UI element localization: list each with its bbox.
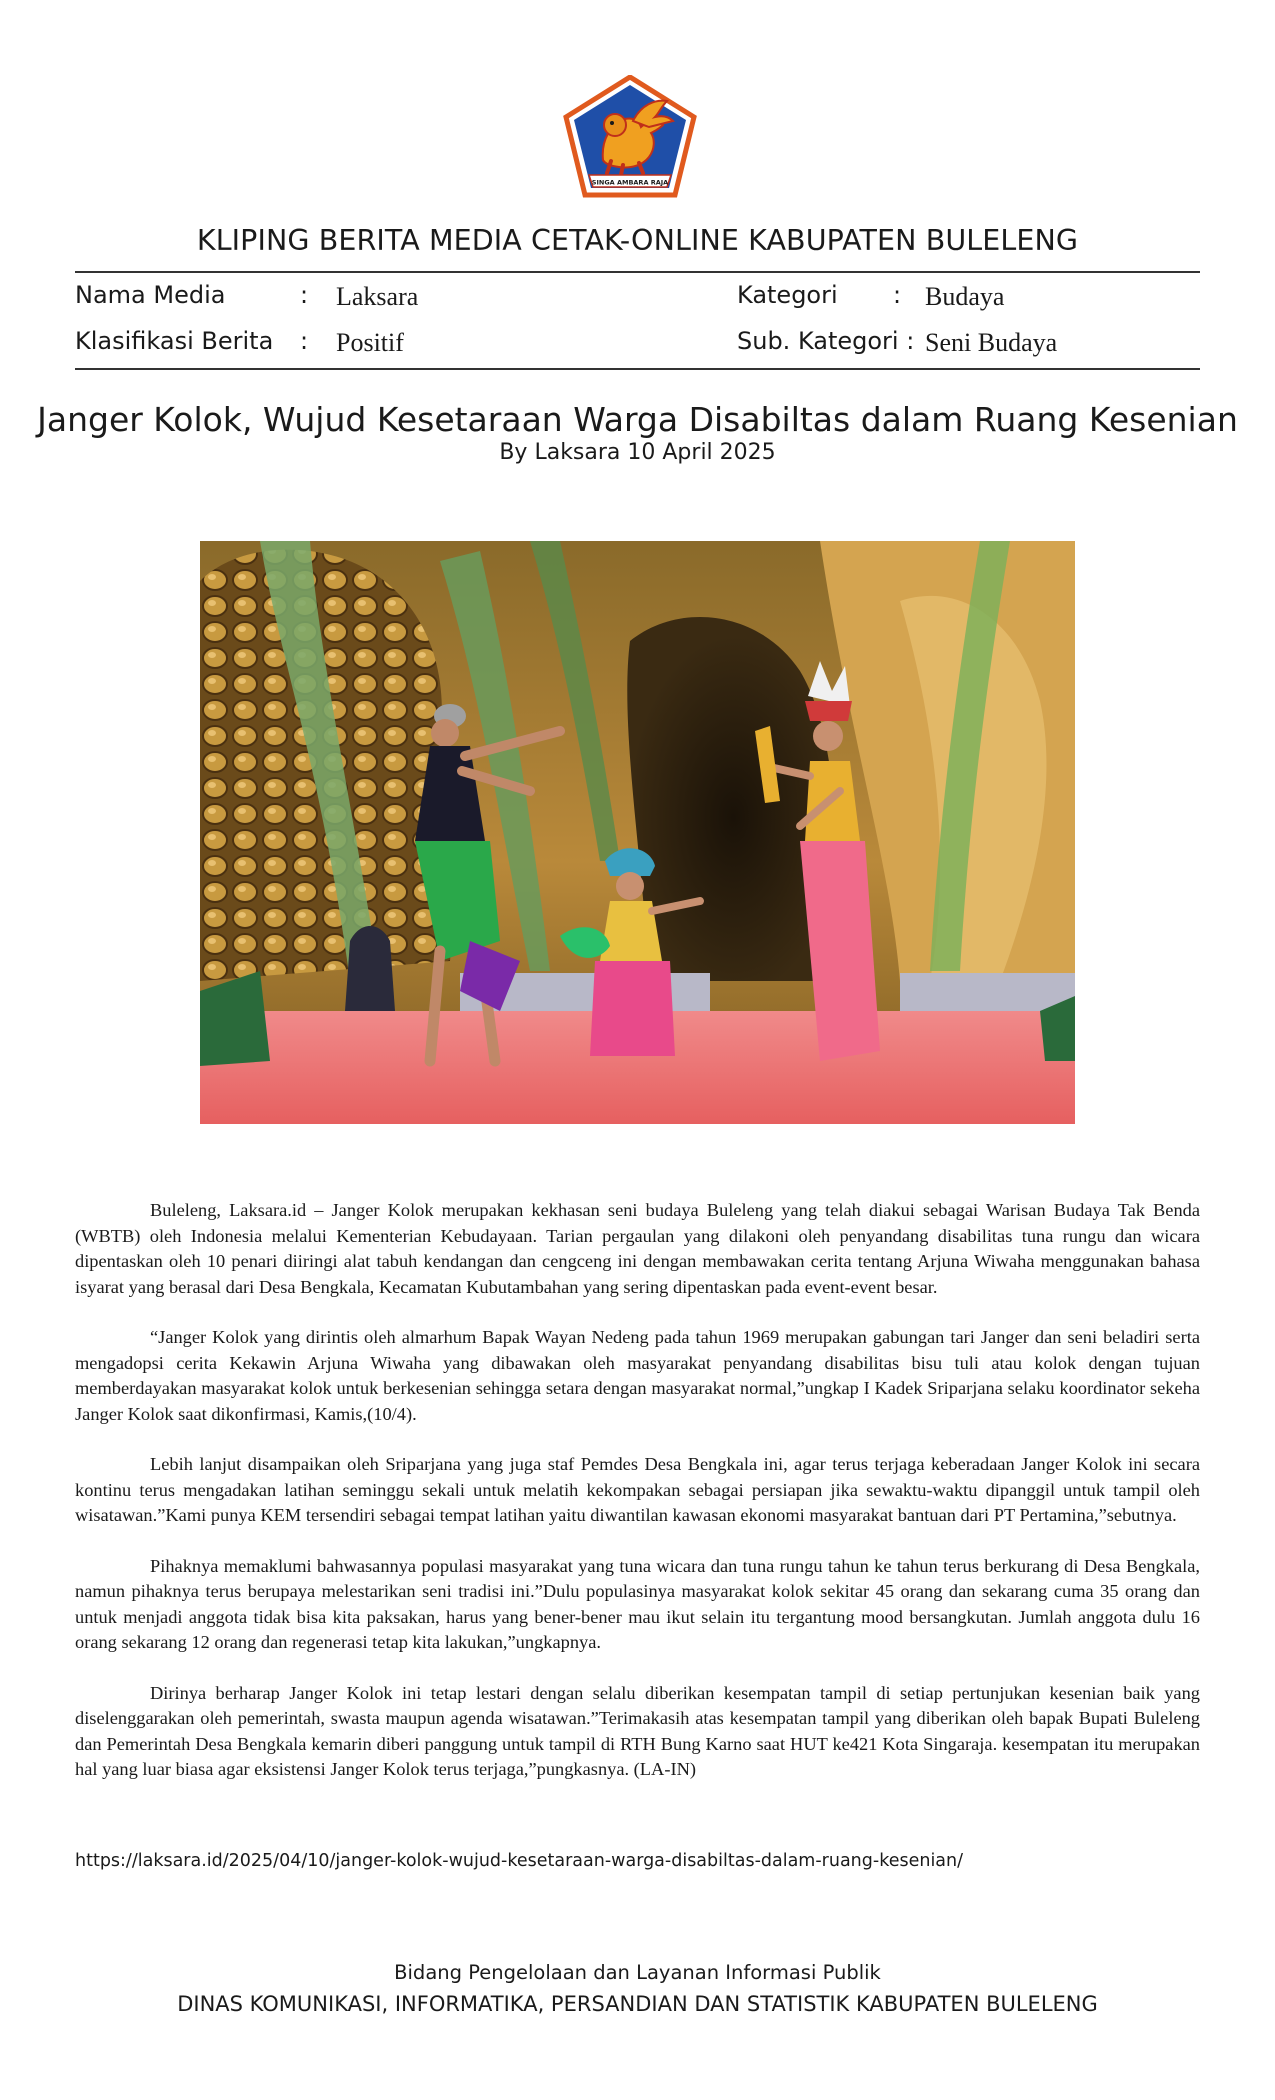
article-paragraph: Buleleng, Laksara.id – Janger Kolok merupakan kekhasan seni budaya Buleleng yang telah diakui sebagai Warisan Budaya Tak Benda (WBTB) oleh Indonesia melalui Kementerian Kebudayaan. Tarian pergaulan yang dilakoni oleh penyandang disabilitas tuna rungu dan wicara dipentaskan oleh 10 penari diiringi alat tabuh kendangan dan cengceng ini dengan membawakan cerita tentang Arjuna Wiwaha menggunakan bahasa isyarat yang berasal dari Desa Bengkala, Kecamatan Kubutambahan yang sering dipentaskan pada event-event besar. (75, 1200, 1200, 1297)
classification-value: Positif (336, 328, 404, 357)
janger-kolok-performance-photo (200, 541, 1075, 1124)
subcategory-value: Seni Budaya (925, 328, 1058, 357)
footer-agency: DINAS KOMUNIKASI, INFORMATIKA, PERSANDIAN DAN STATISTIK KABUPATEN BULELENG (177, 1992, 1098, 2016)
logo-motto: SINGA AMBARA RAJA (591, 178, 669, 187)
article-title: Janger Kolok, Wujud Kesetaraan Warga Disabiltas dalam Ruang Kesenian (37, 400, 1238, 439)
category-value: Budaya (925, 282, 1005, 311)
category-separator: : (893, 281, 902, 309)
classification-label: Klasifikasi Berita (75, 327, 274, 355)
clipping-header-title: KLIPING BERITA MEDIA CETAK-ONLINE KABUPATEN BULELENG (196, 224, 1079, 257)
article-byline: By Laksara 10 April 2025 (499, 440, 776, 465)
regency-logo (563, 75, 697, 199)
header-divider-bottom (75, 368, 1200, 370)
subcategory-label: Sub. Kategori : (737, 327, 915, 355)
singa-ambara-raja-emblem (563, 75, 697, 199)
media-name-value: Laksara (336, 282, 419, 311)
header-divider-top (75, 271, 1200, 273)
category-label: Kategori (737, 281, 838, 309)
article-body (75, 1198, 1200, 1808)
article-paragraph: “Janger Kolok yang dirintis oleh almarhum Bapak Wayan Nedeng pada tahun 1969 merupakan gabungan tari Janger dan seni beladiri serta mengadopsi cerita Kekawin Arjuna Wiwaha yang dibawakan oleh masyarakat penyandang disabilitas bisu tuli atau kolok dengan tujuan memberdayakan masyarakat kolok untuk berkesenian sehingga setara dengan masyarakat normal,”ungkap I Kadek Sriparjana selaku koordinator sekeha Janger Kolok saat dikonfirmasi, Kamis,(10/4). (75, 1327, 1200, 1424)
article-paragraph: Lebih lanjut disampaikan oleh Sriparjana yang juga staf Pemdes Desa Bengkala ini, agar terus terjaga keberadaan Janger Kolok ini secara kontinu terus mengadakan latihan seminggu sekali untuk melatih kekompakan sebagai persiapan jika sewaktu-waktu dipanggil untuk tampil oleh wisatawan.”Kami punya KEM tersendiri sebagai tempat latihan yaitu diwantilan kawasan ekonomi masyarakat bantuan dari PT Pertamina,”sebutnya. (75, 1454, 1200, 1525)
article-paragraph: Pihaknya memaklumi bahwasannya populasi masyarakat yang tuna wicara dan tuna rungu tahun ke tahun terus berkurang di Desa Bengkala, namun pihaknya terus berupaya melestarikan seni tradisi ini.”Dulu populasinya masyarakat kolok sekitar 45 orang dan sekarang cuma 35 orang dan untuk menjadi anggota tidak bisa kita paksakan, harus yang bener-bener mau ikut selain itu tergantung mood bersangkutan. Jumlah anggota dulu 16 orang sekarang 12 orang dan regenerasi tetap kita lakukan,”ungkapnya. (75, 1555, 1200, 1652)
media-name-label: Nama Media (75, 281, 226, 309)
article-photo (200, 541, 1075, 1124)
media-name-separator: : (300, 281, 309, 309)
source-url-link[interactable]: https://laksara.id/2025/04/10/janger-kolok-wujud-kesetaraan-warga-disabiltas-dalam-ruang-kesenian/ (75, 1851, 964, 1871)
article-paragraph: Dirinya berharap Janger Kolok ini tetap lestari dengan selalu diberikan kesempatan tampil di setiap pertunjukan kesenian baik yang diselenggarakan oleh pemerintah, swasta maupun agenda wisatawan.”Terimakasih atas kesempatan tampil yang diberikan oleh bapak Bupati Buleleng dan Pemerintah Desa Bengkala kemarin diberi panggung untuk tampil di RTH Bung Karno saat HUT ke421 Kota Singaraja. kesempatan itu merupakan hal yang luar biasa agar eksistensi Janger Kolok terus terjaga,”pungkasnya. (LA-IN) (75, 1682, 1200, 1779)
classification-separator: : (300, 327, 309, 355)
footer-department: Bidang Pengelolaan dan Layanan Informasi Publik (394, 1961, 881, 1984)
